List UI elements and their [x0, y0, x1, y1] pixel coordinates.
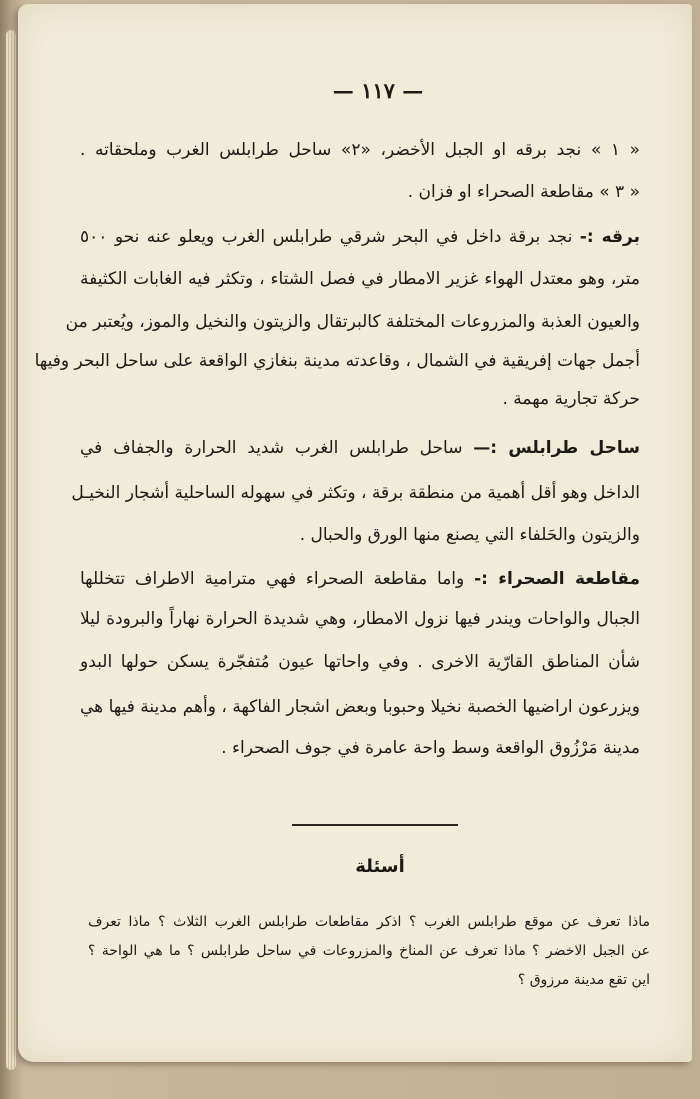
question-line-2: عن الجبل الاخضر ؟ ماذا تعرف عن المناخ والمزروعات في ساحل طرابلس ؟ ما هي الواحة ؟ — [88, 943, 650, 959]
questions-title: أسئلة — [355, 856, 405, 877]
divisions-line-1: « ١ » نجد برقه او الجبل الأخضر، «٢» ساحل طرابلس الغرب وملحقاته . — [80, 140, 641, 160]
barqa-line-3: والعيون العذبة والمزروعات المختلفة كالبرتقال والزيتون والنخيل والموز، ويُعتبر من — [65, 312, 640, 332]
tripoli-paragraph-line — [80, 438, 640, 458]
barqa-text: نجد برقة داخل في البحر شرقي طرابلس الغرب ويعلو عنه نحو ٥٠٠ — [80, 227, 573, 247]
divisions-line-2: « ٣ » مقاطعة الصحراء او فزان . — [407, 182, 640, 202]
barqa-line-4: أجمل جهات إفريقية في الشمال ، وقاعدته مدينة بنغازي الواقعة على ساحل البحر وفيها — [34, 351, 640, 371]
sahara-line-3: شأن المناطق القارّية الاخرى . وفي واحاتها عيون مُتفجّرة يسكن حولها البدو — [80, 652, 640, 672]
tripoli-line-2: الداخل وهو أقل أهمية من منطقة برقة ، وتكثر في سهوله الساحلية أشجار النخيـل — [71, 483, 640, 503]
tripoli-heading: ساحل طرابلس :— — [473, 438, 641, 458]
tripoli-line-3: والزيتون والحَلفاء التي يصنع منها الورق والحبال . — [299, 525, 640, 545]
sahara-line-4: ويزرعون اراضيها الخصبة نخيلا وحبوبا وبعض اشجار الفاكهة ، وأهم مدينة فيها هي — [80, 697, 640, 717]
sahara-paragraph-line — [80, 569, 640, 589]
sahara-text: واما مقاطعة الصحراء فهي مترامية الاطراف تتخللها — [80, 569, 465, 589]
page-edges — [6, 30, 16, 1070]
barqa-line-2: متر، وهو معتدل الهواء غزير الامطار في فصل الشتاء ، وتكثر فيه الغابات الكثيفة — [80, 269, 640, 289]
section-divider — [292, 824, 458, 826]
question-line-1: ماذا تعرف عن موقع طرابلس الغرب ؟ اذكر مقاطعات طرابلس الغرب الثلاث ؟ ماذا تعرف — [88, 914, 650, 930]
question-line-3: اين تقع مدينة مرزوق ؟ — [517, 972, 650, 988]
tripoli-text: ساحل طرابلس الغرب شديد الحرارة والجفاف في — [80, 438, 463, 458]
barqa-paragraph-line — [80, 227, 640, 247]
book-page — [18, 4, 692, 1062]
barqa-line-5: حركة تجارية مهمة . — [502, 389, 640, 409]
sahara-line-2: الجبال والواحات ويندر فيها نزول الامطار، وهي شديدة الحرارة نهاراً والبرودة ليلا — [80, 609, 640, 629]
sahara-heading: مقاطعة الصحراء :- — [474, 569, 641, 589]
barqa-heading: برقه :- — [579, 227, 640, 247]
page-number: — ١١٧ — — [332, 78, 424, 103]
sahara-line-5: مدينة مَرْزُوق الواقعة وسط واحة عامرة في جوف الصحراء . — [221, 738, 640, 758]
